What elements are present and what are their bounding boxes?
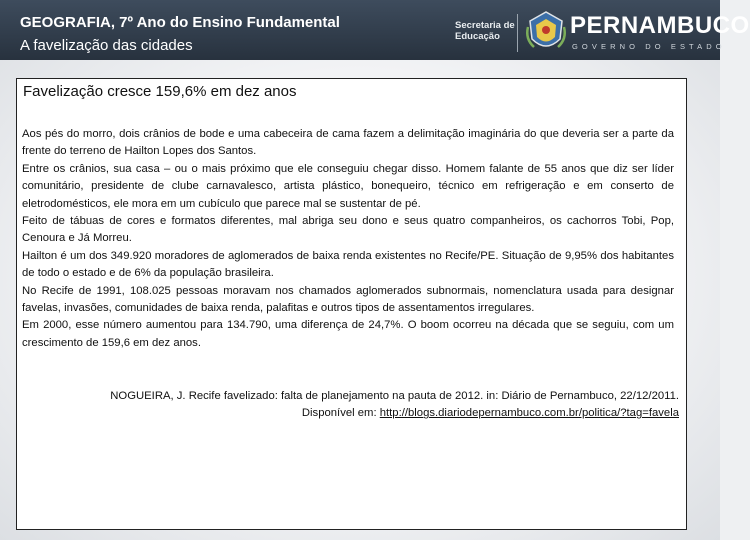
header-divider [517, 14, 518, 52]
secretaria-line-2: Educação [455, 31, 500, 42]
brand-subtitle: GOVERNO DO ESTADO [572, 42, 726, 51]
header-bar [0, 0, 750, 67]
paragraph: Entre os crânios, sua casa – ou o mais próximo que ele conseguiu chegar disso. Homem falante de 55 anos que diz ser líder comunitário, presidente de clube carnavalesco, artista plástico, bonequeiro, técnico em refrigeração e em conserto de eletrodomésticos, ele mora em um cubículo que parece mal se sustentar de pé. [22, 162, 674, 210]
brand-name: PERNAMBUCO [570, 12, 750, 39]
citation-reference: NOGUEIRA, J. Recife favelizado: falta de planejamento na pauta de 2012. in: Diário de Pernambuco, 22/12/2011. [110, 390, 679, 402]
article-title: Favelização cresce 159,6% em dez anos [23, 83, 297, 100]
page-title: GEOGRAFIA, 7º Ano do Ensino Fundamental [20, 14, 340, 31]
paragraph: Feito de tábuas de cores e formatos diferentes, mal abriga seu dono e seus quatro companheiros, os cachorros Tobi, Pop, Cenoura e Já Morreu. [22, 215, 674, 245]
paragraph: Em 2000, esse número aumentou para 134.790, uma diferença de 24,7%. O boom ocorreu na década que se seguiu, com um crescimento de 159,6 em dez anos. [22, 319, 674, 349]
page-subtitle: A favelização das cidades [20, 37, 193, 54]
paragraph: Hailton é um dos 349.920 moradores de aglomerados de baixa renda existentes no Recife/PE. Situação de 9,95% dos habitantes de todo o estado e de 6% da população brasileira. [22, 249, 674, 280]
citation-prefix: Disponível em: [301, 407, 380, 420]
coat-of-arms-icon [524, 9, 568, 55]
secretaria-label [455, 20, 515, 42]
citation [110, 388, 679, 423]
article-body [22, 126, 674, 352]
citation-link[interactable]: http://blogs.diariodepernambuco.com.br/politica/?tag=favela [379, 407, 679, 420]
citation-availability [110, 405, 679, 422]
paragraph: No Recife de 1991, 108.025 pessoas moravam nos chamados aglomerados subnormais, nomenclatura usada para designar favelas, invasões, comunidades de baixa renda, palafitas e outros tipos de assentamentos irregulares. [22, 284, 674, 315]
content-box [16, 78, 687, 530]
secretaria-line-1: Secretaria de [455, 20, 515, 31]
paragraph: Aos pés do morro, dois crânios de bode e uma cabeceira de cama fazem a delimitação imaginária do que deveria ser a parte da frente do terreno de Hailton Lopes dos Santos. [22, 128, 674, 158]
